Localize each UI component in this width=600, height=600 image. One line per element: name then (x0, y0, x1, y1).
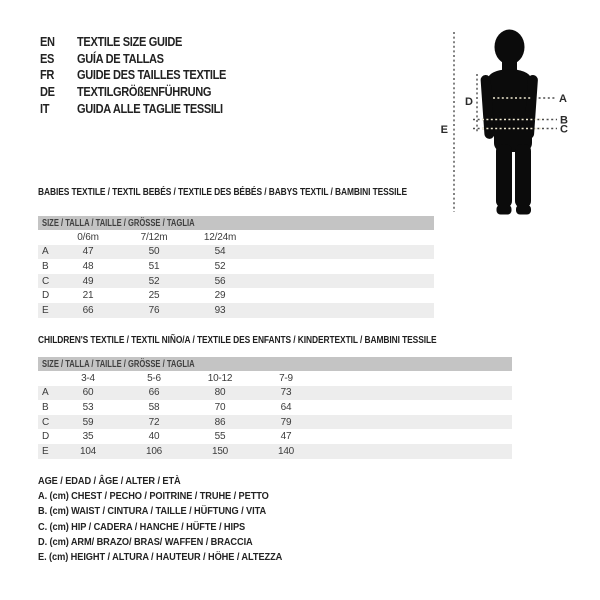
age-column-header: 3-4 (81, 372, 95, 384)
size-value-cell: 47 (82, 246, 94, 258)
table-row-a (38, 245, 434, 260)
language-row-es (40, 50, 252, 67)
babies-section-title: BABIES TEXTILE / TEXTIL BEBÉS / TEXTILE DES BÉBÉS / BABYS TEXTIL / BAMBINI TESSILE (38, 187, 407, 198)
language-code: ES (40, 50, 55, 66)
size-value-cell: 60 (82, 387, 94, 399)
size-value-cell: 70 (214, 401, 226, 413)
size-value-cell: 66 (82, 304, 94, 316)
size-value-cell: 21 (82, 290, 94, 302)
language-code: IT (40, 101, 50, 117)
size-value-cell: 52 (214, 260, 226, 272)
age-column-header: 5-6 (147, 372, 161, 384)
language-row-it (40, 100, 252, 117)
children-section-title: CHILDREN'S TEXTILE / TEXTIL NIÑO/A / TEXTILE DES ENFANTS / KINDERTEXTIL / BAMBINI TESSILE (38, 335, 437, 346)
language-code: EN (40, 33, 55, 49)
legend-height-line: E. (cm) HEIGHT / ALTURA / HAUTEUR / HÖHE / ALTEZZA (38, 551, 283, 564)
size-value-cell: 59 (82, 416, 94, 428)
legend-chest-line: A. (cm) CHEST / PECHO / POITRINE / TRUHE / PETTO (38, 490, 269, 503)
size-value-cell: 58 (148, 401, 160, 413)
size-header-label: SIZE / TALLA / TAILLE / GRÖSSE / TAGLIA (42, 217, 195, 229)
table-row-d (38, 429, 512, 444)
table-row-b (38, 400, 512, 415)
size-value-cell: 51 (148, 260, 160, 272)
size-letter-cell: E (42, 304, 49, 316)
marker-label-hip: C (560, 123, 568, 136)
size-letter-cell: C (42, 416, 50, 428)
language-row-fr (40, 67, 252, 84)
legend-hip-line: C. (cm) HIP / CADERA / HANCHE / HÜFTE / HIPS (38, 520, 246, 533)
size-value-cell: 29 (214, 290, 226, 302)
size-letter-cell: B (42, 401, 49, 413)
marker-label-waist: B (560, 114, 568, 127)
size-value-cell: 79 (280, 416, 292, 428)
size-letter-cell: B (42, 260, 49, 272)
size-value-cell: 40 (148, 431, 160, 443)
size-value-cell: 150 (211, 445, 229, 457)
age-column-header: 7-9 (279, 372, 293, 384)
marker-label-height: E (440, 124, 448, 136)
size-letter-cell: C (42, 275, 50, 287)
size-letter-cell: E (42, 445, 49, 457)
table-row-b (38, 259, 434, 274)
language-row-de (40, 83, 252, 100)
language-label: TEXTILGRÖßENFÜHRUNG (77, 84, 212, 100)
language-row-en (40, 33, 252, 50)
size-value-cell: 47 (280, 431, 292, 443)
size-value-cell: 106 (145, 445, 163, 457)
size-value-cell: 86 (214, 416, 226, 428)
legend-waist-line: B. (cm) WAIST / CINTURA / TAILLE / HÜFTUNG / VITA (38, 505, 267, 518)
measurement-legend (38, 474, 316, 565)
size-value-cell: 80 (214, 387, 226, 399)
size-value-cell: 56 (214, 275, 226, 287)
marker-label-arm: D (465, 96, 473, 108)
children-table-header-bar (38, 357, 512, 371)
language-label: TEXTILE SIZE GUIDE (77, 33, 183, 49)
language-label: GUÍA DE TALLAS (77, 50, 164, 66)
language-list (40, 33, 252, 117)
babies-table-header-bar (38, 216, 434, 230)
language-label: GUIDE DES TAILLES TEXTILE (77, 67, 227, 83)
table-row-d (38, 288, 434, 303)
size-value-cell: 52 (148, 275, 160, 287)
size-value-cell: 53 (82, 401, 94, 413)
babies-size-table (38, 216, 434, 318)
legend-arm-line: D. (cm) ARM/ BRAZO/ BRAS/ WAFFEN / BRACCIA (38, 535, 253, 548)
language-code: DE (40, 84, 55, 100)
size-letter-cell: A (42, 387, 49, 399)
age-column-header: 10-12 (207, 372, 233, 384)
size-value-cell: 54 (214, 246, 226, 258)
size-letter-cell: A (42, 246, 49, 258)
table-row-c (38, 415, 512, 430)
age-column-header: 0/6m (77, 231, 99, 243)
size-value-cell: 66 (148, 387, 160, 399)
size-value-cell: 140 (277, 445, 295, 457)
table-row-c (38, 274, 434, 289)
size-header-label: SIZE / TALLA / TAILLE / GRÖSSE / TAGLIA (42, 358, 195, 370)
size-value-cell: 55 (214, 431, 226, 443)
age-column-header: 7/12m (140, 231, 168, 243)
language-label: GUIDA ALLE TAGLIE TESSILI (77, 101, 223, 117)
table-row-e (38, 444, 512, 459)
table-row-a (38, 386, 512, 401)
child-silhouette-icon (480, 30, 538, 215)
language-code: FR (40, 67, 55, 83)
size-letter-cell: D (42, 431, 50, 443)
child-silhouette-figure (435, 18, 585, 223)
size-value-cell: 104 (79, 445, 97, 457)
children-age-columns-row (38, 371, 512, 386)
size-value-cell: 48 (82, 260, 94, 272)
babies-age-columns-row (38, 230, 434, 245)
size-value-cell: 49 (82, 275, 94, 287)
size-value-cell: 50 (148, 246, 160, 258)
size-value-cell: 25 (148, 290, 160, 302)
size-value-cell: 35 (82, 431, 94, 443)
size-value-cell: 72 (148, 416, 160, 428)
size-value-cell: 93 (214, 304, 226, 316)
legend-age-line: AGE / EDAD / ÂGE / ALTER / ETÀ (38, 475, 181, 487)
age-column-header: 12/24m (203, 231, 237, 243)
size-value-cell: 64 (280, 401, 292, 413)
children-size-table (38, 357, 512, 459)
marker-label-chest: A (559, 93, 567, 105)
table-row-e (38, 303, 434, 318)
size-value-cell: 76 (148, 304, 160, 316)
size-value-cell: 73 (280, 387, 292, 399)
size-letter-cell: D (42, 290, 50, 302)
